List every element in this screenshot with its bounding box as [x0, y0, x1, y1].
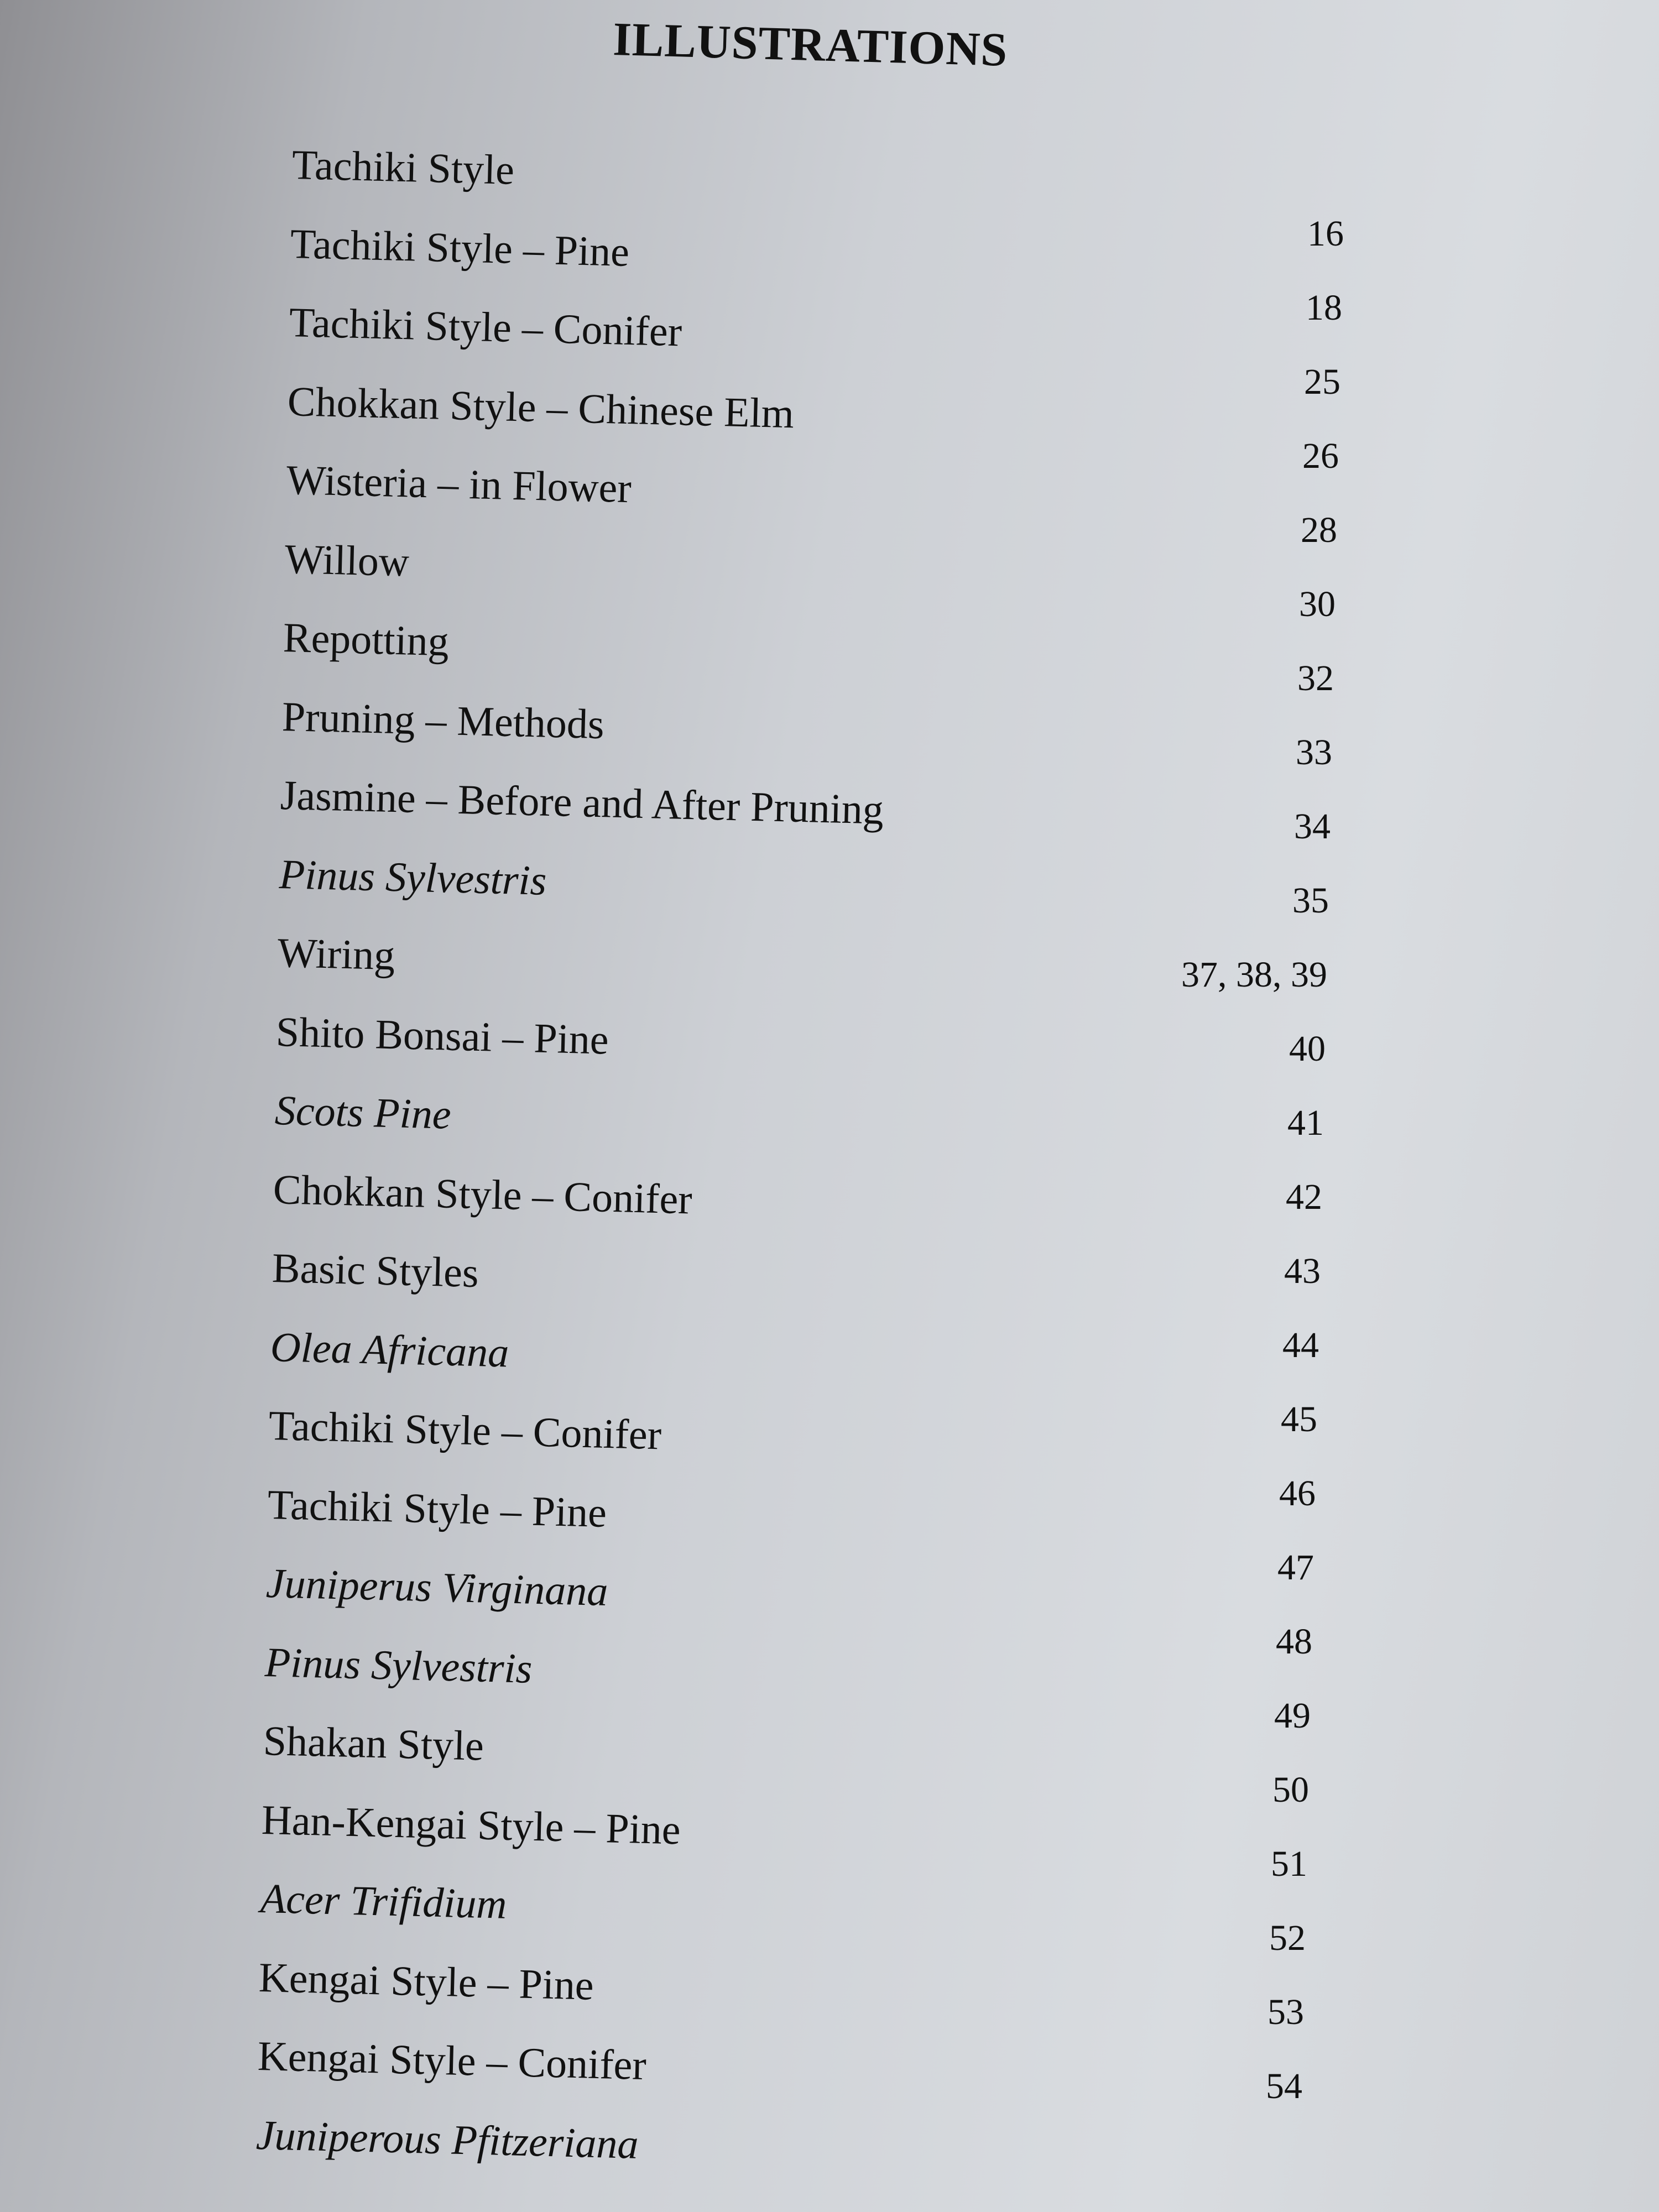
page-number: 41: [1287, 1103, 1324, 1143]
illustration-entry: Tachiki Style – Conifer: [268, 1402, 662, 1459]
page-number: 50: [1272, 1770, 1309, 1810]
illustration-entry: Han-Kengai Style – Pine: [261, 1796, 681, 1854]
illustration-entry: Pruning – Methods: [281, 693, 605, 748]
page-number: 46: [1279, 1473, 1316, 1514]
page-number: 45: [1281, 1399, 1317, 1439]
illustration-entry: Willow: [284, 535, 410, 585]
illustration-entry: Kengai Style – Pine: [258, 1954, 594, 2009]
page-number: 40: [1289, 1029, 1326, 1069]
illustration-entry: Basic Styles: [271, 1245, 479, 1297]
page-number: 26: [1302, 436, 1339, 476]
illustration-entry: Jasmine – Before and After Pruning: [280, 772, 885, 833]
page-number: 35: [1292, 880, 1329, 921]
page-number: 28: [1301, 510, 1337, 550]
illustration-entry: Tachiki Style: [291, 142, 515, 194]
page-number: 51: [1271, 1844, 1307, 1884]
page-number: 49: [1274, 1695, 1311, 1736]
page-number: 42: [1286, 1177, 1322, 1217]
illustration-entry: Repotting: [283, 614, 450, 665]
page-number: 34: [1294, 806, 1331, 847]
page-number: 53: [1267, 1992, 1304, 2032]
page-number: 16: [1307, 213, 1344, 254]
illustration-entry: Scots Pine: [274, 1087, 452, 1138]
page-number: 43: [1284, 1251, 1321, 1291]
page-number: 37, 38, 39: [1181, 954, 1327, 995]
illustration-entry: Acer Trifidium: [259, 1875, 508, 1928]
page-number: 18: [1306, 288, 1342, 328]
page-number: 33: [1296, 732, 1332, 773]
page-number: 47: [1277, 1547, 1314, 1588]
illustration-entry: Olea Africana: [269, 1323, 510, 1376]
illustration-entry: Tachiki Style – Pine: [290, 220, 630, 275]
illustration-entry: Juniperous Pfitzeriana: [255, 2111, 639, 2168]
illustration-entry: Shakan Style: [262, 1718, 484, 1770]
illustration-entry: Chokkan Style – Chinese Elm: [287, 378, 795, 437]
page-number: 32: [1297, 658, 1334, 698]
illustration-entry: Tachiki Style – Conifer: [288, 299, 682, 356]
page-number: 25: [1304, 362, 1340, 402]
illustration-entry: Pinus Sylvestris: [264, 1639, 533, 1692]
illustration-entry: Shito Bonsai – Pine: [275, 1008, 609, 1063]
illustration-entry: Wiring: [276, 930, 396, 979]
page-number: 54: [1266, 2066, 1302, 2106]
illustration-entry: Chokkan Style – Conifer: [273, 1166, 693, 1223]
page-number: 44: [1282, 1325, 1319, 1365]
illustration-entry: Juniperus Virginana: [265, 1560, 609, 1615]
page-number: 48: [1276, 1621, 1312, 1662]
illustration-entry: Kengai Style – Conifer: [257, 2033, 647, 2089]
illustration-entry: Wisteria – in Flower: [285, 457, 632, 512]
illustration-entry: Tachiki Style – Pine: [267, 1481, 607, 1536]
page-number: 30: [1299, 584, 1335, 624]
illustration-entry: Pinus Sylvestris: [278, 851, 547, 904]
page-number: 52: [1269, 1918, 1306, 1958]
page-title: ILLUSTRATIONS: [612, 12, 1009, 76]
